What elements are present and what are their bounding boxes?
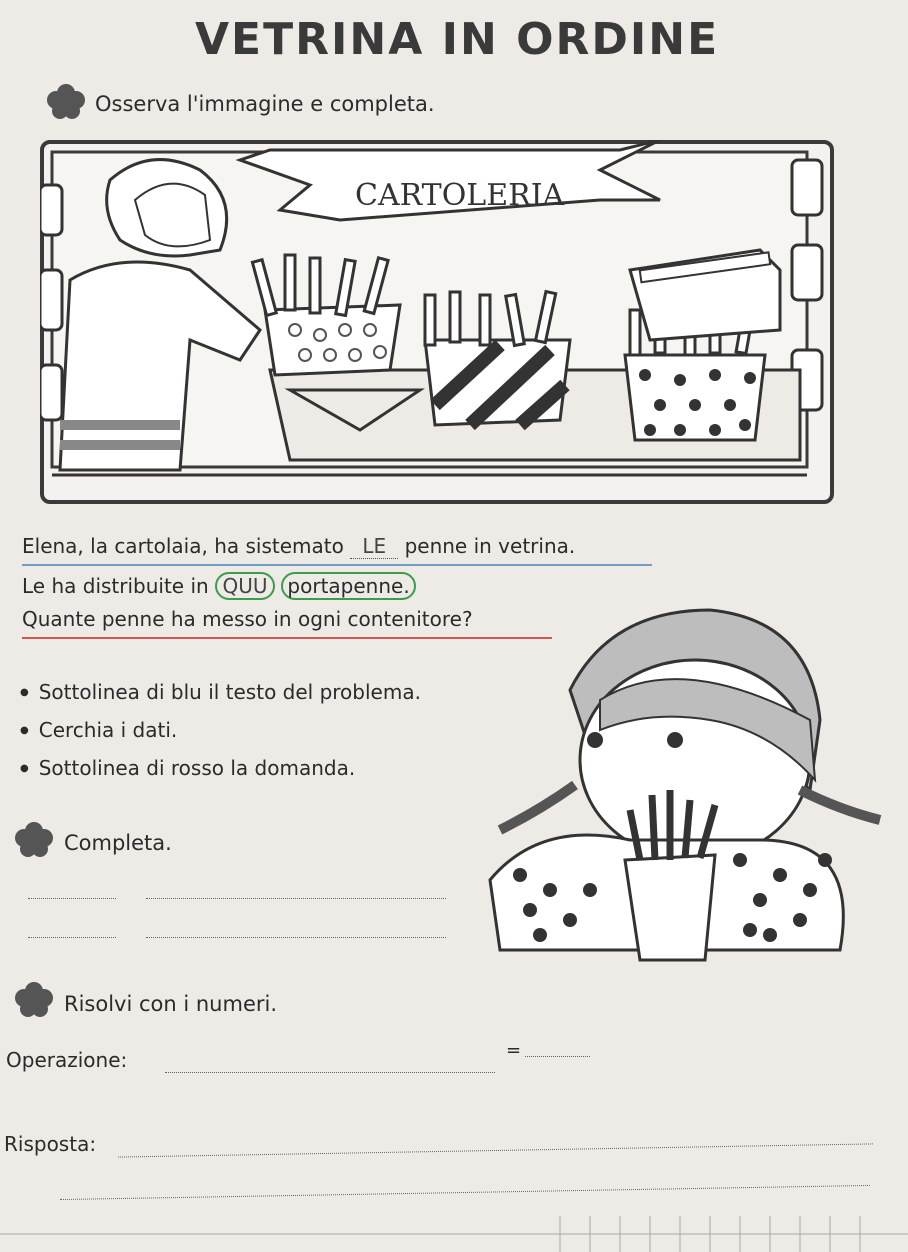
blank-number-of-holders[interactable]: QUU [215, 572, 275, 600]
complete-blank-2[interactable] [146, 898, 446, 899]
task-underline-red: ● Sottolinea di rosso la domanda. [20, 756, 355, 780]
problem-question: Quante penne ha messo in ogni contenitore? [22, 607, 473, 631]
task-circle-data: ● Cerchia i dati. [20, 718, 177, 742]
equals-sign: = [506, 1040, 522, 1061]
instruction-complete: Completa. [64, 831, 172, 855]
answer-label: Risposta: [4, 1132, 97, 1156]
problem-line-2-before: Le ha distribuite in [22, 574, 209, 598]
grid-paper-strip [0, 1216, 908, 1252]
flower-icon [14, 822, 54, 858]
complete-blank-1[interactable] [28, 898, 116, 899]
shop-window-illustration [40, 140, 835, 505]
instruction-observe: Osserva l'immagine e completa. [95, 92, 435, 116]
task-underline-blue: ● Sottolinea di blu il testo del problema. [20, 680, 421, 704]
operation-result-input[interactable] [525, 1056, 590, 1057]
flower-icon [46, 84, 86, 120]
shop-sign-text: CARTOLERIA [355, 178, 565, 213]
complete-blank-4[interactable] [146, 937, 446, 938]
blank-number-of-pens[interactable]: LE [350, 534, 398, 559]
problem-line-2-after: portapenne. [281, 572, 415, 600]
blue-underline [22, 564, 652, 566]
page-title: VETRINA IN ORDINE [195, 14, 720, 65]
problem-line-2 [22, 572, 416, 600]
instruction-solve: Risolvi con i numeri. [64, 992, 278, 1016]
red-underline [22, 637, 552, 639]
problem-line-1-after: penne in vetrina. [404, 534, 576, 558]
problem-line-1 [22, 534, 575, 559]
complete-blank-3[interactable] [28, 937, 116, 938]
operation-label: Operazione: [6, 1048, 128, 1072]
problem-line-1-before: Elena, la cartolaia, ha sistemato [22, 534, 344, 558]
operation-input[interactable] [165, 1072, 495, 1073]
answer-input[interactable] [118, 1143, 873, 1157]
girl-with-pencil-cup-illustration [480, 590, 890, 970]
answer-input-line-2[interactable] [60, 1185, 870, 1200]
flower-icon [14, 982, 54, 1018]
